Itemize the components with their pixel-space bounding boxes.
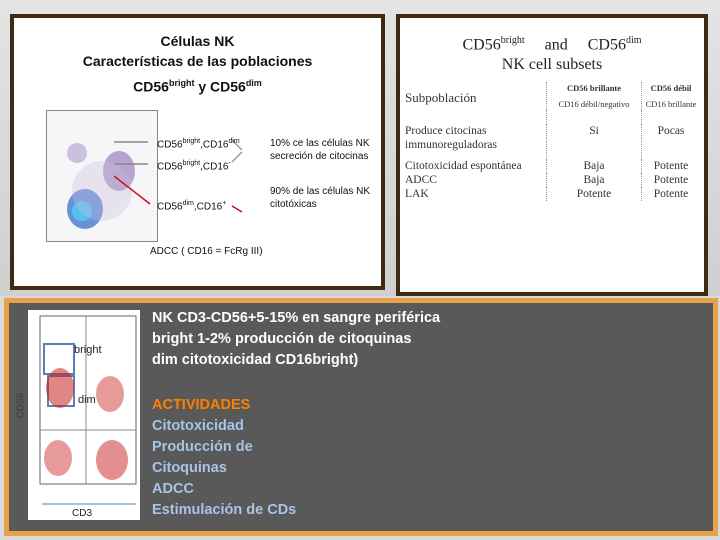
- cd3-cd56-flow-plot: [15, 310, 140, 520]
- table-head-2: NK cell subsets: [501, 56, 603, 73]
- flow-dim-label: dim: [78, 394, 96, 406]
- activity-item: Estimulación de CDs: [152, 502, 297, 518]
- nk-characteristics-panel: [10, 14, 385, 290]
- note-cytotoxic: citotóxicas: [270, 199, 317, 210]
- activity-item: Citoquinas: [152, 460, 227, 476]
- activity-item: Producción de: [152, 439, 253, 455]
- flow-xlabel: CD3: [72, 508, 93, 519]
- activity-item: Citotoxicidad: [152, 418, 244, 434]
- activities-title: ACTIVIDADES: [152, 397, 251, 413]
- text-line-1: NK CD3-CD56+5-15% en sangre periférica: [152, 310, 441, 326]
- label-bright-dim: $CD56^{bright},CD16^{dim}$: [157, 138, 240, 151]
- flow-plot-svg: [28, 310, 140, 520]
- table-row: immunoreguladoras: [402, 138, 700, 159]
- header-cd56-dim: CD56 débil CD16 brillante: [642, 82, 701, 110]
- note-10-percent: 10% ce las células NK: [270, 138, 370, 149]
- flow-bright-label: bright: [74, 344, 102, 356]
- panel-title-1: Células NK: [160, 33, 235, 49]
- note-90-percent: 90% de las células NK: [270, 186, 371, 197]
- table-head-1: $CD56^{bright}$ and $CD56^{dim}$: [462, 35, 642, 54]
- nk-subsets-table: [402, 82, 700, 201]
- header-cd56-bright: CD56 brillante CD16 débil/negativo: [547, 82, 642, 110]
- adcc-note: ADCC ( CD16 = FcRg III): [150, 246, 263, 257]
- table-row: Produce citocinas Si Pocas: [402, 124, 700, 138]
- text-line-3: dim citotoxicidad CD16bright): [152, 352, 359, 368]
- table-header-row: [402, 82, 700, 110]
- flow-ylabel: CD56: [15, 392, 27, 419]
- nk-subsets-table-panel: [396, 14, 708, 296]
- table-row: ADCC Baja Potente: [402, 173, 700, 187]
- table-row: LAK Potente Potente: [402, 187, 700, 201]
- table-row: Citotoxicidad espontánea Baja Potente: [402, 159, 700, 173]
- activity-item: ADCC: [152, 481, 194, 497]
- panel-title-3: $CD56^{bright}$ y $CD56^{dim}$: [133, 78, 262, 95]
- header-subpopulation: Subpoblación: [405, 90, 477, 105]
- label-dim-pos: $CD56^{dim},CD16^+$: [157, 200, 227, 213]
- text-line-2: bright 1-2% producción de citoquinas: [152, 331, 412, 347]
- note-secretion: secreción de citocinas: [270, 151, 369, 162]
- label-bright-neg: $CD56^{bright},CD16^-$: [157, 160, 231, 173]
- panel-title-2: Características de las poblaciones: [82, 53, 313, 69]
